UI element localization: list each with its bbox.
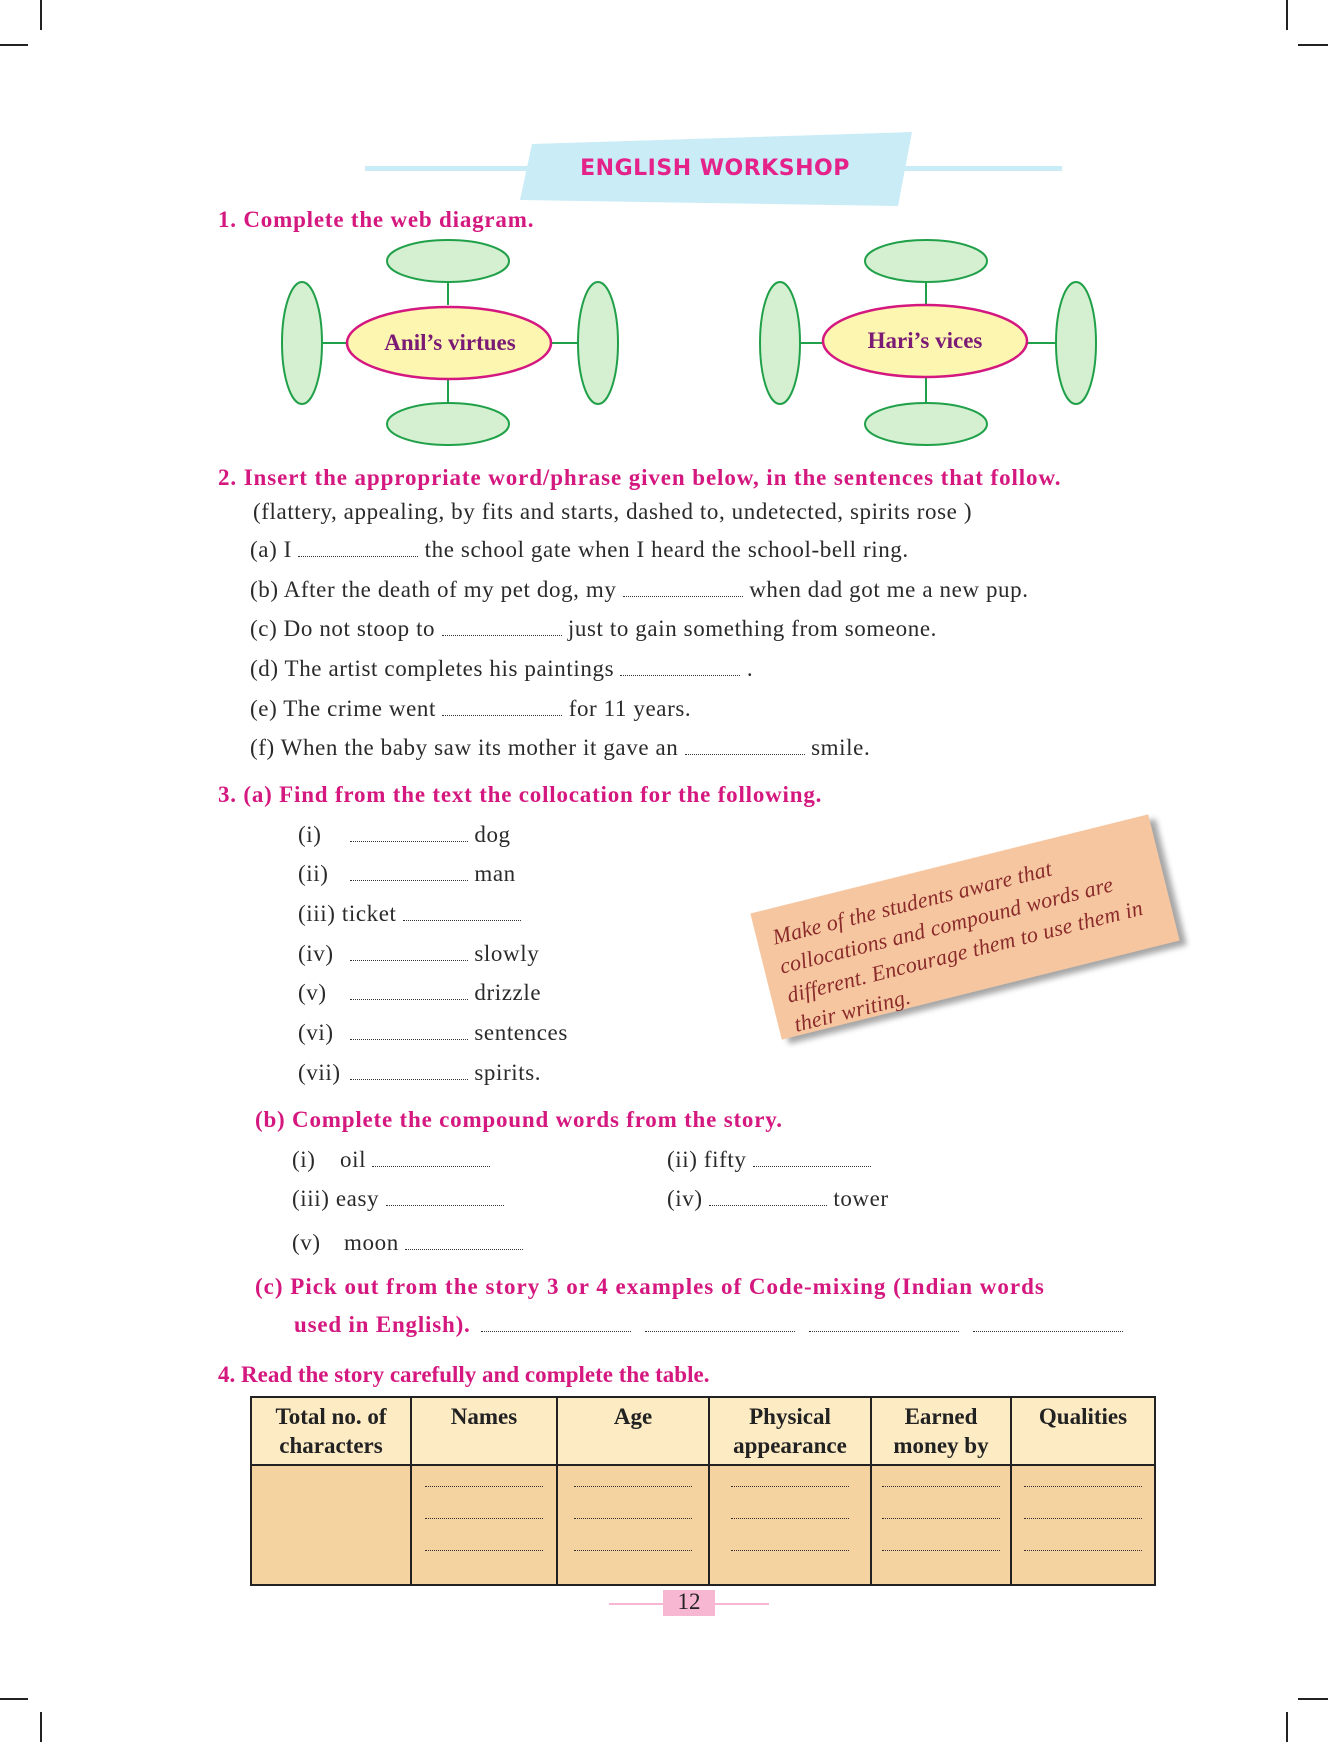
blank[interactable] [350,827,468,842]
table-header-row [251,1397,1155,1465]
table-row [251,1465,1155,1585]
col-header: Qualities [1011,1397,1155,1465]
col-header: Age [557,1397,709,1465]
web-center-label: Hari’s vices [867,328,983,353]
blank[interactable] [442,701,562,716]
web-center-label: Anil’s virtues [384,330,516,355]
character-table [250,1396,1156,1586]
sentence-f: (f) When the baby saw its mother it gave an smile. [250,735,871,760]
table-cell[interactable] [411,1465,557,1585]
col-header: Earned money by [871,1397,1011,1465]
blank[interactable] [685,740,805,755]
sentence-b: (b) After the death of my pet dog, my when dad got me a new pup. [250,577,1029,602]
crop-mark [1286,0,1288,30]
question-3c-title: (c) Pick out from the story 3 or 4 examples of Code-mixing (Indian words [255,1274,1045,1299]
crop-mark [0,1698,28,1700]
col-header: Total no. of characters [251,1397,411,1465]
sentence-a: (a) I the school gate when I heard the school-bell ring. [250,537,909,562]
blank[interactable] [623,582,743,597]
blank[interactable] [350,985,468,1000]
compound-item: (iv) tower [667,1186,889,1211]
blank[interactable] [645,1317,795,1332]
col-header: Names [411,1397,557,1465]
oval-right [578,282,618,404]
table-cell[interactable] [251,1465,411,1585]
crop-mark [1298,1698,1328,1700]
collocation-item: (vii) spirits. [298,1060,542,1085]
blank[interactable] [405,1235,523,1250]
blank[interactable] [403,906,521,921]
crop-mark [1286,1712,1288,1742]
word-options: (flattery, appealing, by fits and starts, dashed to, undetected, spirits rose ) [253,499,973,524]
question-2-title: 2. Insert the appropriate word/phrase given below, in the sentences that follow. [218,465,1062,490]
blank[interactable] [753,1152,871,1167]
blank[interactable] [809,1317,959,1332]
sentence-e: (e) The crime went for 11 years. [250,696,692,721]
compound-item: (v) moon [292,1230,523,1256]
oval-left [760,282,800,404]
blank[interactable] [350,1025,468,1040]
question-3a-title: 3. (a) Find from the text the collocation for the following. [218,782,823,807]
question-4-title: 4. Read the story carefully and complete the table. [218,1362,710,1387]
teacher-note-text: Make of the students aware that collocations and compound words are different. Encourage them to use them in their writing. [769,855,1146,1037]
compound-item: (iii) easy [292,1186,504,1212]
table-cell[interactable] [709,1465,871,1585]
oval-top [865,240,987,282]
table-cell[interactable] [1011,1465,1155,1585]
question-3b-title: (b) Complete the compound words from the story. [255,1107,783,1132]
page-title: ENGLISH WORKSHOP [580,156,850,181]
collocation-item: (iv) slowly [298,941,540,966]
table-cell[interactable] [557,1465,709,1585]
oval-left [282,282,322,404]
sentence-d: (d) The artist completes his paintings . [250,656,754,681]
teacher-note [750,814,1179,1039]
collocation-item: (iii) ticket [298,901,521,927]
blank[interactable] [298,542,418,557]
blank[interactable] [350,946,468,961]
oval-right [1056,282,1096,404]
collocation-item: (v) drizzle [298,980,542,1005]
blank[interactable] [620,661,740,676]
collocation-item: (i) dog [298,822,511,847]
code-mixing-answer-line: used in English). [294,1312,1123,1338]
question-1-title: 1. Complete the web diagram. [218,207,535,232]
blank[interactable] [481,1317,631,1332]
crop-mark [40,1712,42,1742]
crop-mark [40,0,42,30]
sentence-c: (c) Do not stoop to just to gain something from someone. [250,616,938,641]
blank[interactable] [386,1191,504,1206]
compound-item: (i) oil [292,1147,490,1173]
oval-bottom [865,403,987,445]
oval-top [387,240,509,282]
oval-bottom [387,403,509,445]
page-number: 12 [677,1589,701,1614]
collocation-item: (ii) man [298,861,516,886]
table-cell[interactable] [871,1465,1011,1585]
col-header: Physical appearance [709,1397,871,1465]
blank[interactable] [442,621,562,636]
blank[interactable] [350,866,468,881]
compound-item: (ii) fifty [667,1147,871,1173]
blank[interactable] [350,1065,468,1080]
blank[interactable] [709,1191,827,1206]
crop-mark [0,44,28,46]
blank[interactable] [973,1317,1123,1332]
collocation-item: (vi) sentences [298,1020,568,1045]
blank[interactable] [372,1152,490,1167]
crop-mark [1298,44,1328,46]
